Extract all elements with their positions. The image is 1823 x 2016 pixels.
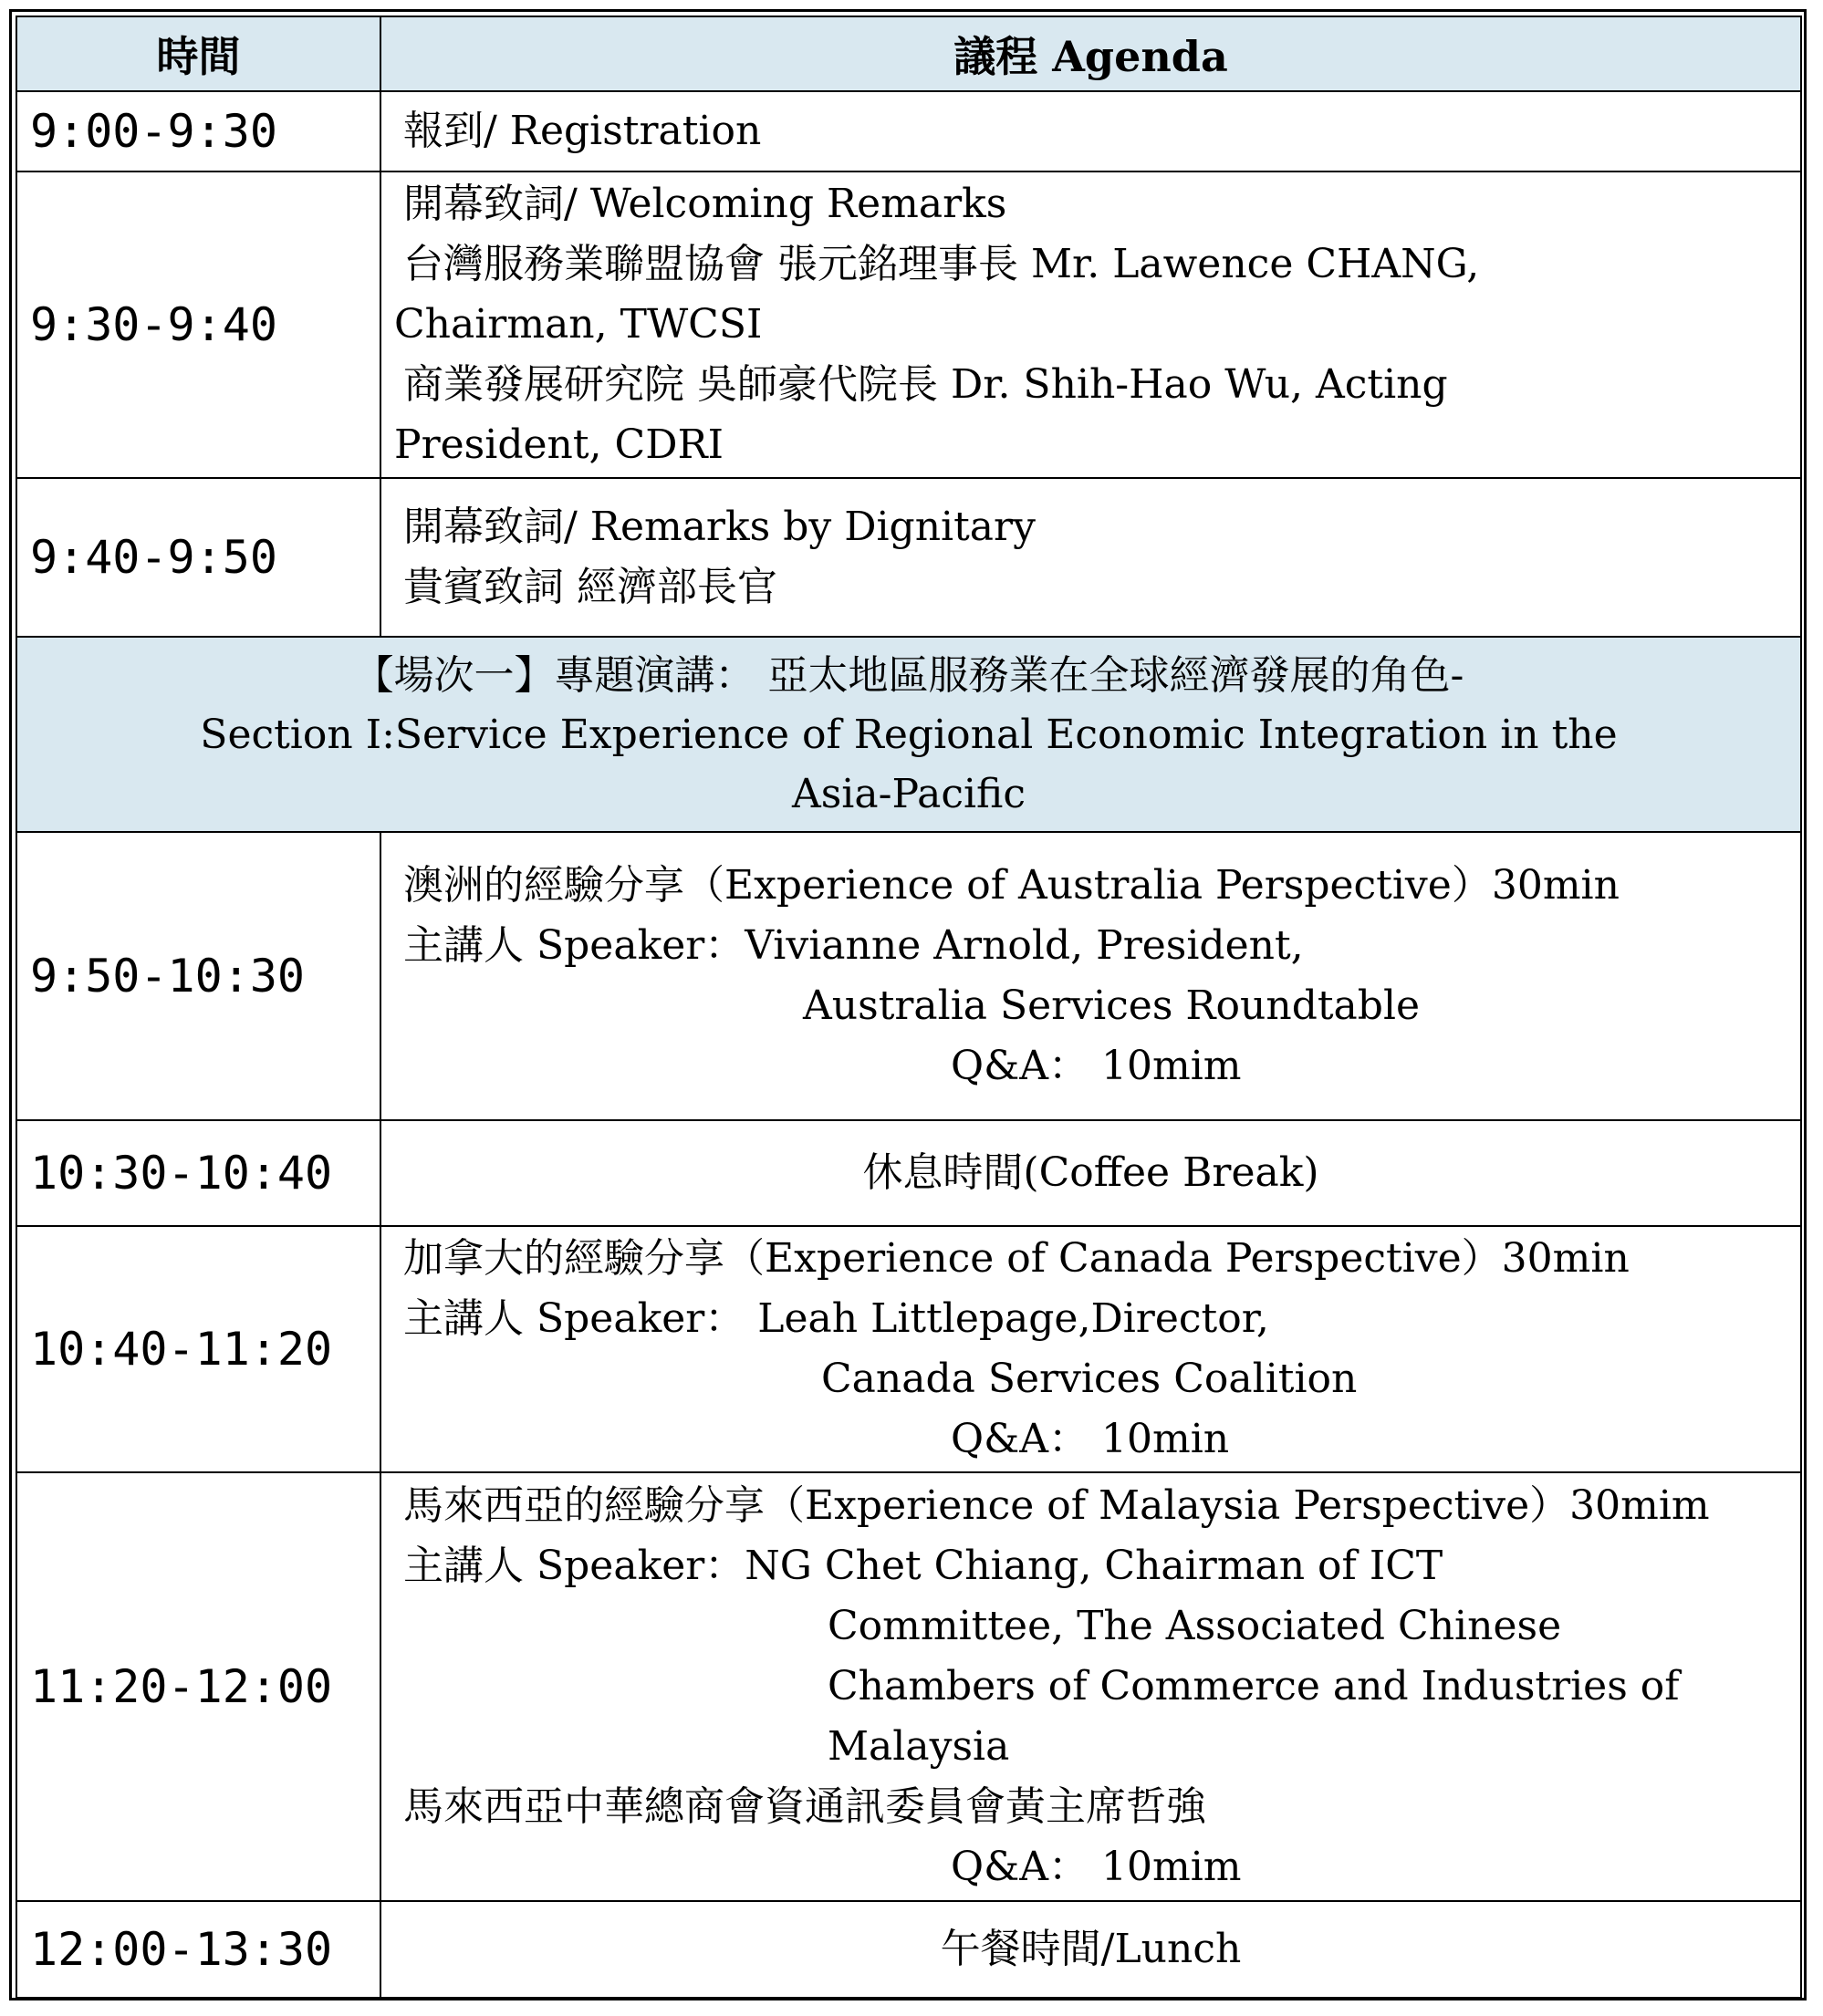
agenda-line: 商業發展研究院 吳師豪代院長 Dr. Shih-Hao Wu, Acting bbox=[403, 361, 1448, 408]
time-cell: 10:40-11:20 bbox=[16, 1226, 380, 1472]
agenda-frame bbox=[9, 9, 1807, 2000]
time-cell: 9:30-9:40 bbox=[16, 171, 380, 478]
agenda-line: President, CDRI bbox=[394, 421, 724, 468]
table-row bbox=[16, 1901, 1801, 1998]
agenda-line: 加拿大的經驗分享（Experience of Canada Perspective）30min bbox=[403, 1235, 1630, 1282]
agenda-cell bbox=[380, 171, 1801, 478]
time-cell: 10:30-10:40 bbox=[16, 1120, 380, 1226]
agenda-line: 報到/ Registration bbox=[403, 108, 762, 154]
table-row bbox=[16, 1226, 1801, 1472]
agenda-line: 開幕致詞/ Remarks by Dignitary bbox=[403, 504, 1036, 550]
agenda-line: 馬來西亞中華總商會資通訊委員會黃主席哲強 bbox=[403, 1783, 1206, 1830]
agenda-cell bbox=[380, 91, 1801, 171]
section-header-row bbox=[16, 637, 1801, 832]
agenda-line: Malaysia bbox=[828, 1723, 1010, 1770]
agenda-line: 主講人 Speaker：NG Chet Chiang, Chairman of ICT bbox=[403, 1543, 1443, 1589]
qa-line: Q&A： 10min bbox=[951, 1416, 1230, 1462]
agenda-line: Committee, The Associated Chinese bbox=[828, 1603, 1562, 1649]
agenda-cell bbox=[380, 478, 1801, 637]
agenda-line: 午餐時間/Lunch bbox=[940, 1926, 1242, 1972]
qa-line: Q&A： 10mim bbox=[951, 1844, 1242, 1890]
table-row bbox=[16, 1472, 1801, 1901]
time-cell: 12:00-13:30 bbox=[16, 1901, 380, 1998]
agenda-line: 主講人 Speaker：Vivianne Arnold, President, bbox=[403, 922, 1304, 969]
table-header-row bbox=[16, 16, 1801, 91]
header-agenda: 議程 Agenda bbox=[380, 16, 1801, 91]
agenda-line: 馬來西亞的經驗分享（Experience of Malaysia Perspective）30mim bbox=[403, 1482, 1710, 1529]
time-cell: 11:20-12:00 bbox=[16, 1472, 380, 1901]
agenda-line: Chairman, TWCSI bbox=[394, 301, 763, 348]
time-cell: 9:40-9:50 bbox=[16, 478, 380, 637]
table-row bbox=[16, 91, 1801, 171]
agenda-line: 貴賓致詞 經濟部長官 bbox=[403, 564, 777, 610]
section-title-en-cont: Asia-Pacific bbox=[791, 770, 1026, 817]
agenda-line: Chambers of Commerce and Industries of bbox=[828, 1663, 1680, 1709]
agenda-cell bbox=[380, 1120, 1801, 1226]
agenda-line: 澳洲的經驗分享（Experience of Australia Perspective）30min bbox=[403, 862, 1620, 909]
agenda-line: 主講人 Speaker： Leah Littlepage,Director, bbox=[403, 1295, 1269, 1342]
agenda-line: 開幕致詞/ Welcoming Remarks bbox=[403, 181, 1007, 227]
time-cell: 9:50-10:30 bbox=[16, 832, 380, 1120]
agenda-line: 休息時間(Coffee Break) bbox=[862, 1149, 1319, 1196]
agenda-cell bbox=[380, 1901, 1801, 1998]
table-row bbox=[16, 171, 1801, 478]
agenda-line: Canada Services Coalition bbox=[821, 1356, 1358, 1402]
section-title-en: Section I:Service Experience of Regional Economic Integration in the bbox=[200, 711, 1618, 758]
agenda-line: 台灣服務業聯盟協會 張元銘理事長 Mr. Lawence CHANG, bbox=[403, 241, 1480, 287]
section-title-cell bbox=[16, 637, 1801, 832]
table-row bbox=[16, 1120, 1801, 1226]
agenda-table bbox=[16, 16, 1802, 1999]
header-time: 時間 bbox=[16, 16, 380, 91]
agenda-cell bbox=[380, 1226, 1801, 1472]
table-row bbox=[16, 478, 1801, 637]
time-cell: 9:00-9:30 bbox=[16, 91, 380, 171]
section-title-zh: 【場次一】專題演講： 亞太地區服務業在全球經濟發展的角色- bbox=[353, 651, 1464, 699]
agenda-cell bbox=[380, 832, 1801, 1120]
table-row bbox=[16, 832, 1801, 1120]
agenda-cell bbox=[380, 1472, 1801, 1901]
qa-line: Q&A： 10mim bbox=[951, 1043, 1242, 1089]
agenda-line: Australia Services Roundtable bbox=[803, 982, 1421, 1029]
